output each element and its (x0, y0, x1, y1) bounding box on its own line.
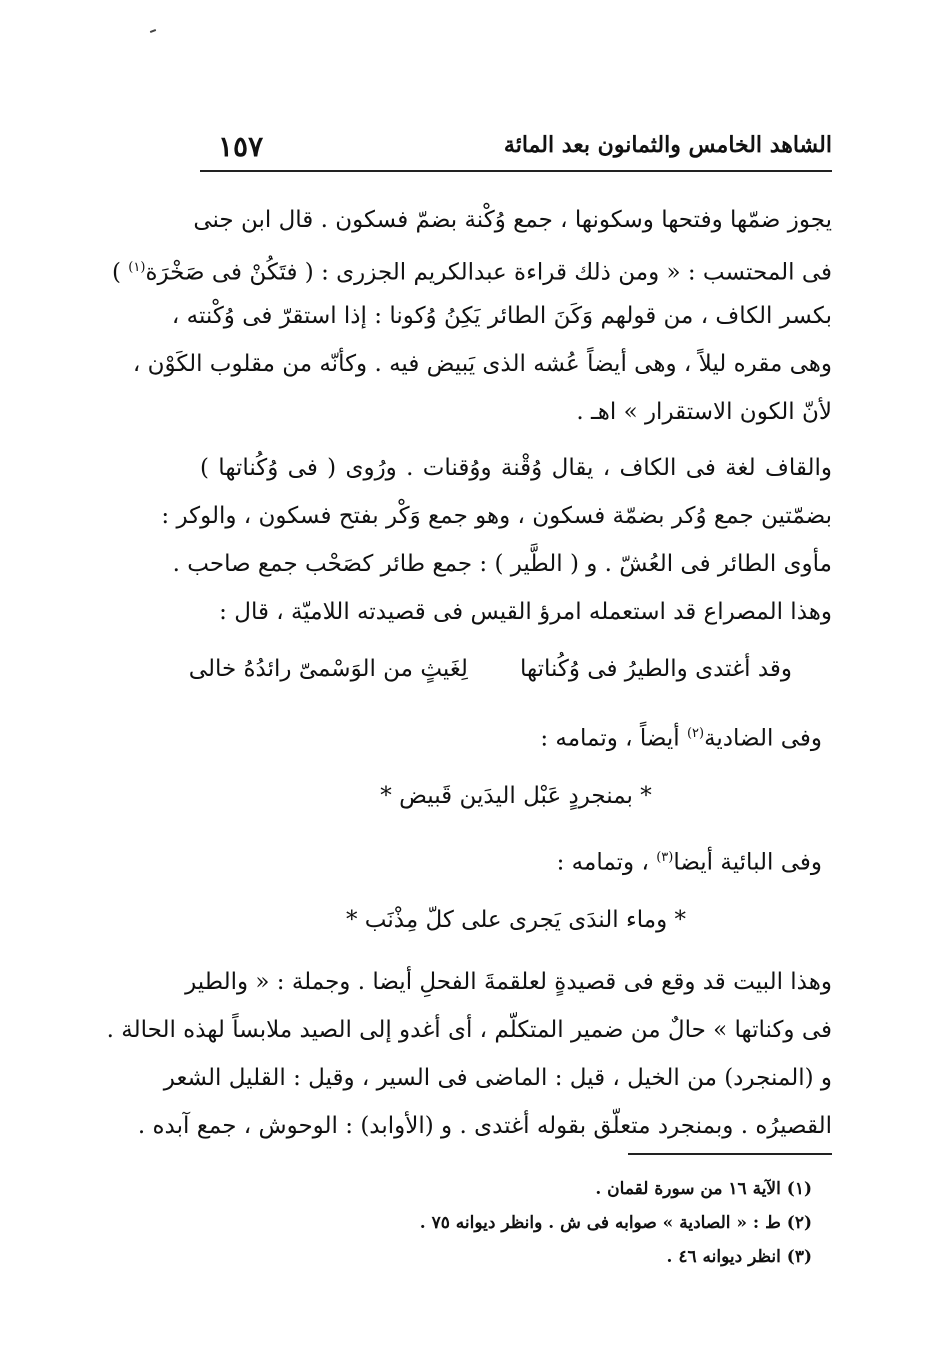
footnote-separator (628, 1153, 832, 1155)
text-line: بضمّتين جمع وُكر بضمّة فسكون ، وهو جمع وَكْر بفتح فسكون ، والوكر : (161, 503, 832, 529)
text-line: مأوى الطائر فى العُشّ . و ( الطَّير ) : جمع طائر كصَحْب جمع صاحب . (172, 551, 832, 577)
baiya-intro-rest: ، وتمامه : (556, 849, 657, 876)
paragraph-gap (200, 950, 832, 958)
page-number: ١٥٧ (218, 130, 264, 163)
text-line: فى المحتسب : « ومن ذلك قراءة عبدالكريم الجزرى : ( فتَكُنْ فى صَخْرَة$^{(١)}$ ) (112, 259, 832, 286)
baiya-hemistich: * وماء الندَى يَجرى على كلّ مِذْنَب * (345, 907, 687, 933)
baiya-intro-text: وفى البائية أيضا (673, 849, 822, 876)
footnote-3: (٣) انظر ديوانه ٤٦ . (666, 1247, 812, 1267)
poem-verse (188, 636, 832, 702)
text-line: وهى مقره ليلاً ، وهى أيضاً عُشه الذى يَبيض فيه . وكأنّه من مقلوب الكَوْن ، (132, 351, 832, 377)
text-line-content: فى المحتسب : « ومن ذلك قراءة عبدالكريم الجزرى : ( فتَكُنْ فى صَخْرَة (145, 259, 832, 286)
paragraph-gap (200, 436, 832, 444)
paragraph-1 (112, 196, 832, 436)
second-hemistich: لِغَيثٍ من الوَسْمىّ رائدُهُ خالى (188, 656, 468, 682)
dadiya-intro (200, 702, 832, 766)
footnotes (200, 1172, 812, 1274)
paragraph-2 (161, 444, 832, 636)
text-line: والقاف لغة فى الكاف ، يقال وُقْنة ووُقنات . ورُوى ( فى وُكُناتها ) (200, 455, 832, 481)
text-line: وهذا المصراع قد استعمله امرؤ القيس فى قصيدته اللاميّة ، قال : (219, 599, 832, 625)
footnote-2: (٢) ط : « الصادية » صوابه فى ش . وانظر ديوانه ٧٥ . (419, 1213, 812, 1233)
scan-speck (150, 29, 156, 33)
first-hemistich: وقد أغتدى والطيرُ فى وُكُناتها (519, 656, 792, 682)
dadiya-intro-rest: أيضاً ، وتمامه : (540, 725, 687, 752)
text-line: بكسر الكاف ، من قولهم وَكَنَ الطائر يَكِنُ وُكونا : إذا استقرّ فى وُكْنته ، (171, 303, 832, 329)
header-rule (200, 170, 832, 172)
footnote-marker-1: (١) (128, 260, 146, 275)
running-title: الشاهد الخامس والثمانون بعد المائة (503, 132, 832, 158)
paragraph-3 (106, 958, 832, 1150)
dadiya-intro-text: وفى الضادية (704, 725, 822, 752)
footnote-marker-3: (٣) (656, 850, 674, 865)
dadiya-hemistich: * بمنجردٍ عَبْل اليدَين قَبيض * (380, 783, 652, 809)
text-line: يجوز ضمّها وفتحها وسكونها ، جمع وُكْنة بضمّ فسكون . قال ابن جنى (193, 207, 832, 233)
footnote-marker-2: (٢) (686, 726, 705, 741)
baiya-intro (200, 826, 832, 890)
text-line: لأنّ الكون الاستقرار » اهـ . (576, 399, 832, 425)
text-line: وهذا البيت قد وقع فى قصيدةٍ لعلقمةَ الفحلِ أيضا . وجملة : « والطير (185, 969, 832, 995)
text-line: و (المنجرد) من الخيل ، قيل : الماضى فى السير ، وقيل : القليل الشعر (163, 1065, 832, 1091)
text-line: فى وكناتها » حالٌ من ضمير المتكلّم ، أى أغدو إلى الصيد ملابساً لهذه الحالة . (106, 1017, 832, 1043)
footnote-1: (١) الآية ١٦ من سورة لقمان . (595, 1179, 812, 1199)
text-line: القصيرُه . وبمنجرد متعلّق بقوله أغتدى . و (الأوابد) : الوحوش ، جمع آبده . (137, 1113, 832, 1139)
main-text (106, 196, 832, 1150)
running-header (200, 128, 832, 172)
